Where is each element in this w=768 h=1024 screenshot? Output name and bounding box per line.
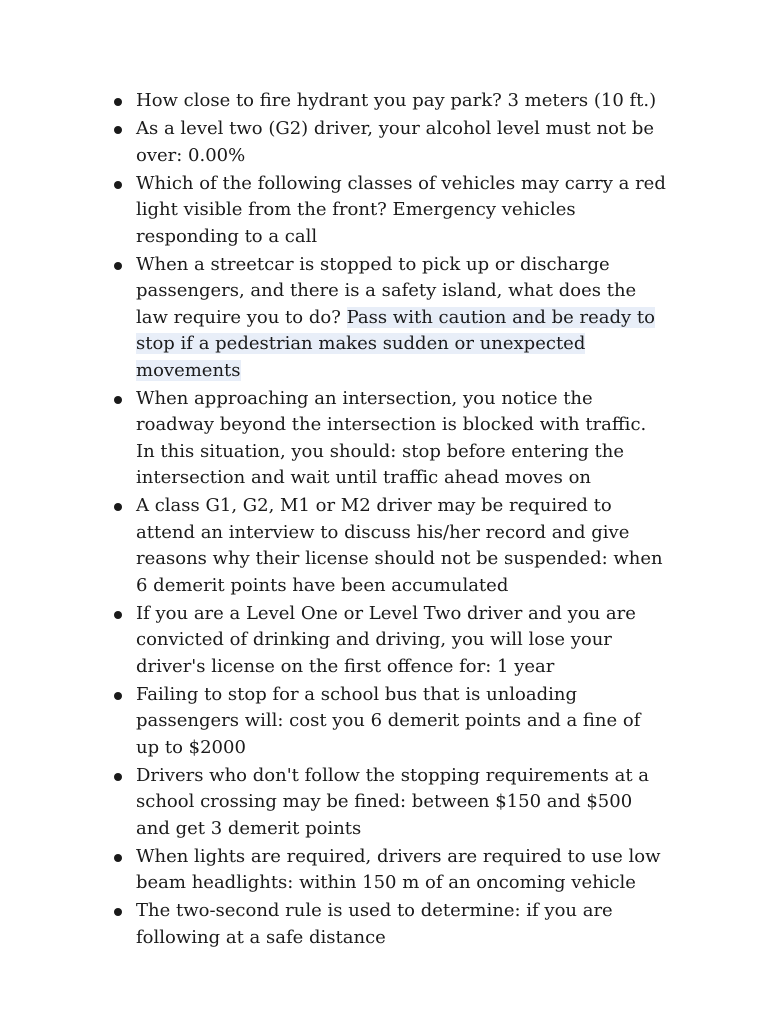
- bullet-icon: [114, 503, 122, 511]
- bullet-icon: [114, 126, 122, 134]
- list-item-text: When approaching an intersection, you notice the roadway beyond the intersection is blocked with traffic. In this situation, you should: stop before entering the intersection and wait until traffic ahead moves on: [136, 387, 647, 488]
- list-item-text: How close to fire hydrant you pay park? 3 meters (10 ft.): [136, 90, 657, 111]
- list-item: [108, 601, 668, 681]
- list-item: [108, 171, 668, 251]
- highlighted-answer: Pass with caution and be ready to stop if a pedestrian makes sudden or unexpected movements: [136, 306, 656, 381]
- list-item: [108, 116, 668, 169]
- list-item-text: When lights are required, drivers are required to use low beam headlights: within 150 m of an oncoming vehicle: [136, 845, 661, 893]
- bullet-icon: [114, 773, 122, 781]
- list-item-text: When a streetcar is stopped to pick up or discharge passengers, and there is a safety island, what does the law require you to do?: [136, 253, 637, 328]
- list-item-text: The two-second rule is used to determine: if you are following at a safe distance: [136, 900, 613, 948]
- list-item: [108, 493, 668, 599]
- list-item-text: Failing to stop for a school bus that is unloading passengers will: cost you 6 demerit points and a fine of up to $2000: [136, 683, 641, 758]
- bullet-icon: [114, 908, 122, 916]
- list-item-text: Drivers who don't follow the stopping requirements at a school crossing may be fined: between $150 and $500 and get 3 demerit points: [136, 764, 650, 839]
- list-item: [108, 386, 668, 492]
- bullet-icon: [114, 611, 122, 619]
- list-item: [108, 252, 668, 385]
- list-item: [108, 88, 668, 115]
- list-item: [108, 763, 668, 843]
- bullet-icon: [114, 181, 122, 189]
- bullet-icon: [114, 692, 122, 700]
- list-item-text: If you are a Level One or Level Two driver and you are convicted of drinking and driving, you will lose your driver's license on the first offence for: 1 year: [136, 602, 636, 677]
- list-item-text: Which of the following classes of vehicles may carry a red light visible from the front? Emergency vehicles responding to a call: [136, 172, 666, 247]
- bullet-icon: [114, 262, 122, 270]
- list-item: [108, 898, 668, 951]
- list-item-text: A class G1, G2, M1 or M2 driver may be required to attend an interview to discuss his/her record and give reasons why their license should not be suspended: when 6 demerit points have been accumulated: [136, 495, 663, 596]
- bullet-icon: [114, 98, 122, 106]
- list-item-text: As a level two (G2) driver, your alcohol level must not be over: 0.00%: [136, 118, 655, 166]
- list-item: [108, 682, 668, 762]
- bullet-icon: [114, 396, 122, 404]
- bullet-icon: [114, 854, 122, 862]
- list-item: [108, 844, 668, 897]
- question-answer-list: [108, 88, 668, 953]
